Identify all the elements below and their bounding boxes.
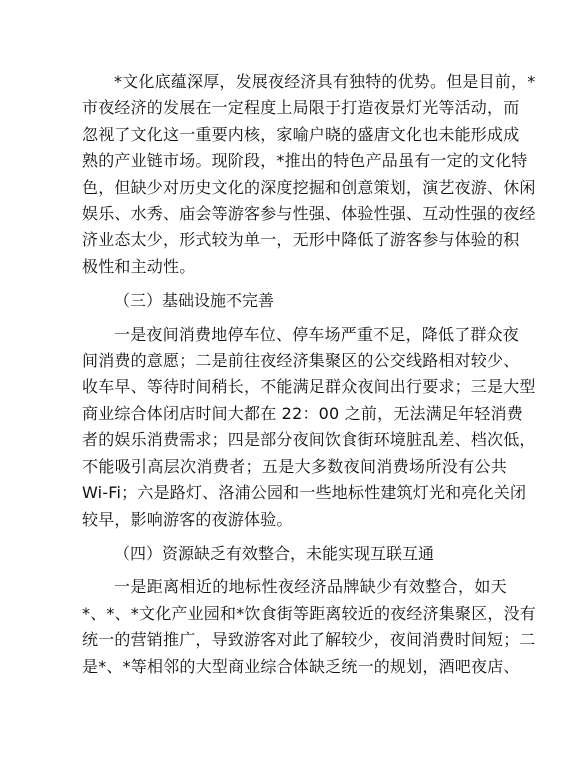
document-body: [82, 69, 537, 680]
text-line: *文化底蕴深厚，发展夜经济具有独特的优势。但是目前，*: [114, 72, 536, 91]
text-line: 一是夜间消费地停车位、停车场严重不足，降低了群众夜: [114, 324, 520, 344]
text-line: 统一的营销推广，导致游客对此了解较少，夜间消费时间短；二: [82, 630, 536, 650]
text-line: 娱乐、水秀、庙会等游客参与性强、体验性强、互动性强的夜经: [82, 204, 536, 224]
paragraph-infrastructure: [82, 322, 536, 533]
paragraph-culture-advantage: [82, 69, 536, 280]
text-line: Wi-Fi；六是路灯、洛浦公园和一些地标性建筑灯光和亮化关闭: [82, 483, 527, 503]
text-line: 间消费的意愿；二是前往夜经济集聚区的公交线路相对较少、: [82, 351, 520, 371]
section-heading-resources: （四）资源缺乏有效整合，未能实现互联互通: [114, 543, 435, 563]
text-line: 者的娱乐消费需求；四是部分夜间饮食街环境脏乱差、档次低，: [82, 430, 536, 450]
text-line: 色，但缺少对历史文化的深度挖掘和创意策划，演艺夜游、休闲: [82, 177, 536, 197]
text-line: 济业态太少，形式较为单一，无形中降低了游客参与体验的积: [82, 230, 520, 250]
text-line: 一是距离相近的地标性夜经济品牌缺少有效整合，如天: [114, 577, 507, 597]
text-line: 市夜经济的发展在一定程度上局限于打造夜景灯光等活动，而: [82, 98, 520, 118]
text-line: 忽视了文化这一重要内核，家喻户晓的盛唐文化也未能形成成: [82, 124, 520, 144]
text-line: 熟的产业链市场。现阶段，*推出的特色产品虽有一定的文化特: [82, 151, 528, 171]
text-line: 不能吸引高层次消费者；五是大多数夜间消费场所没有公共: [82, 456, 507, 476]
paragraph-resources: [82, 574, 537, 680]
section-heading-infrastructure: （三）基础设施不完善: [114, 291, 275, 311]
text-line: 是*、*等相邻的大型商业综合体缺乏统一的规划，酒吧夜店、: [82, 656, 520, 676]
text-line: 极性和主动性。: [82, 256, 196, 276]
text-line: 收车早、等待时间稍长，不能满足群众夜间出行要求；三是大型: [82, 377, 536, 397]
text-line: *、*、*文化产业园和*饮食街等距离较近的夜经济集聚区，没有: [82, 603, 537, 623]
text-line: 商业综合体闭店时间大都在 22：00 之前，无法满足年轻消费: [82, 403, 523, 423]
text-line: 较早，影响游客的夜游体验。: [82, 509, 293, 529]
